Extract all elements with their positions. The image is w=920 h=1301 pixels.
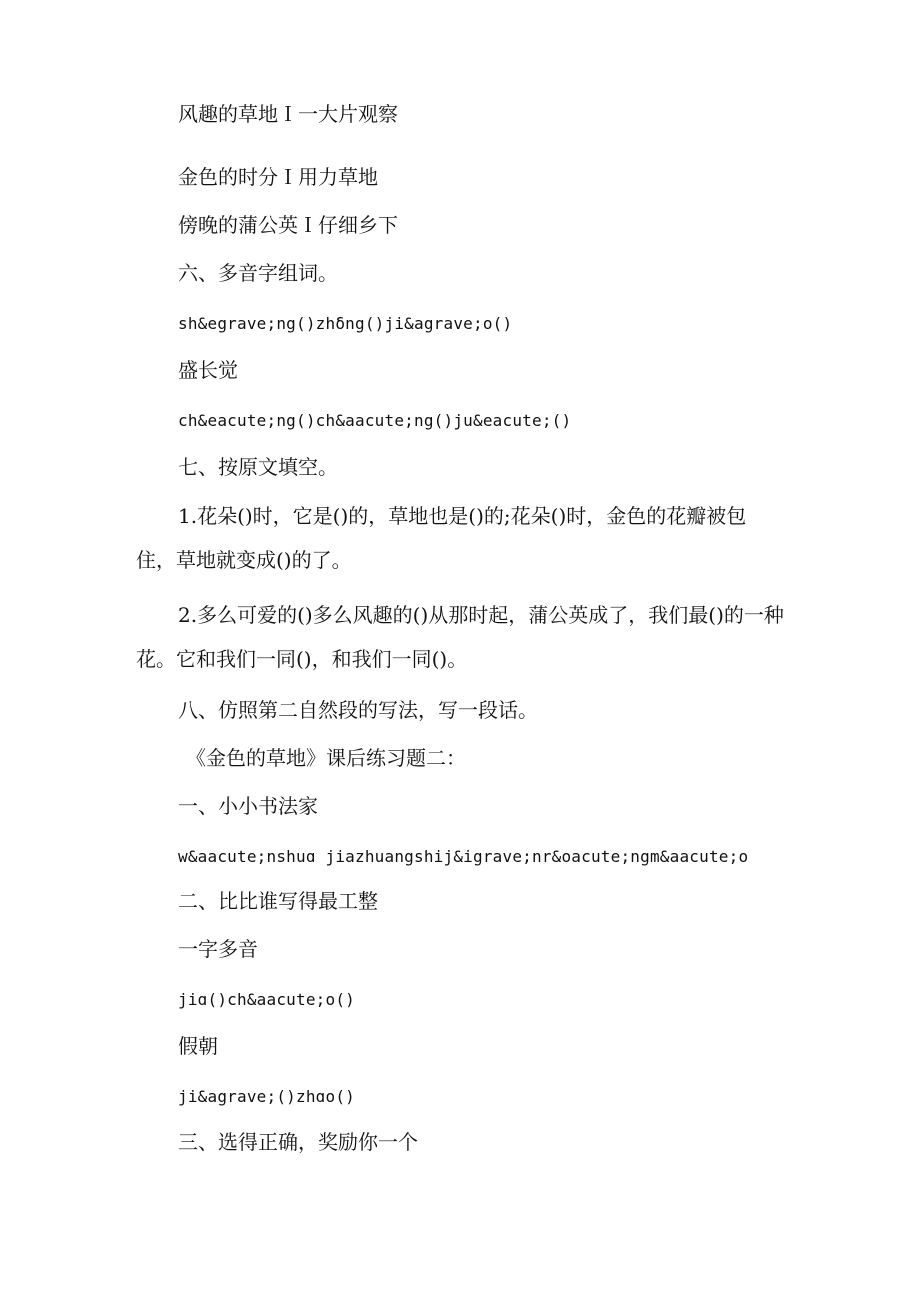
text-line-1: 风趣的草地Ｉ一大片观察 <box>178 102 398 126</box>
pinyin-line-2: ch&eacute;ng()ch&aacute;ng()ju&eacute;() <box>178 411 572 430</box>
text-line-3: 傍晚的蒲公英Ｉ仔细乡下 <box>178 213 398 237</box>
pinyin-line-4: jiɑ()ch&aacute;o() <box>178 990 355 1009</box>
pinyin-line-5: ji&agrave;()zhɑo() <box>178 1087 355 1106</box>
section-heading-1: 一、小小书法家 <box>178 794 318 818</box>
subheading-polyphone: 一字多音 <box>178 937 258 961</box>
exercise-title: 《金色的草地》课后练习题二： <box>186 746 466 770</box>
section-heading-2: 二、比比谁写得最工整 <box>178 889 378 913</box>
section-heading-7: 七、按原文填空。 <box>178 455 338 479</box>
section-heading-6: 六、多音字组词。 <box>178 261 338 285</box>
section-heading-8: 八、仿照第二自然段的写法，写一段话。 <box>178 698 538 722</box>
pinyin-line-3: w&aacute;nshuɑ jiazhuangshij&igrave;nr&oacute;ngm&aacute;o <box>178 847 749 866</box>
pinyin-line-1: sh&egrave;ng()zhδng()ji&agrave;o() <box>178 314 513 333</box>
section-heading-3: 三、选得正确，奖励你一个 <box>178 1130 418 1154</box>
characters-line-1: 盛长觉 <box>178 358 238 382</box>
text-line-2: 金色的时分Ｉ用力草地 <box>178 165 378 189</box>
characters-line-2: 假朝 <box>178 1034 218 1058</box>
fill-blank-question-1: 1.花朵()时，它是()的，草地也是()的;花朵()时，金色的花瓣被包住，草地就变成()的了。 <box>136 504 747 572</box>
fill-blank-question-2: 2.多么可爱的()多么风趣的()从那时起，蒲公英成了，我们最()的一种花。它和我们一同()，和我们一同()。 <box>136 603 784 671</box>
